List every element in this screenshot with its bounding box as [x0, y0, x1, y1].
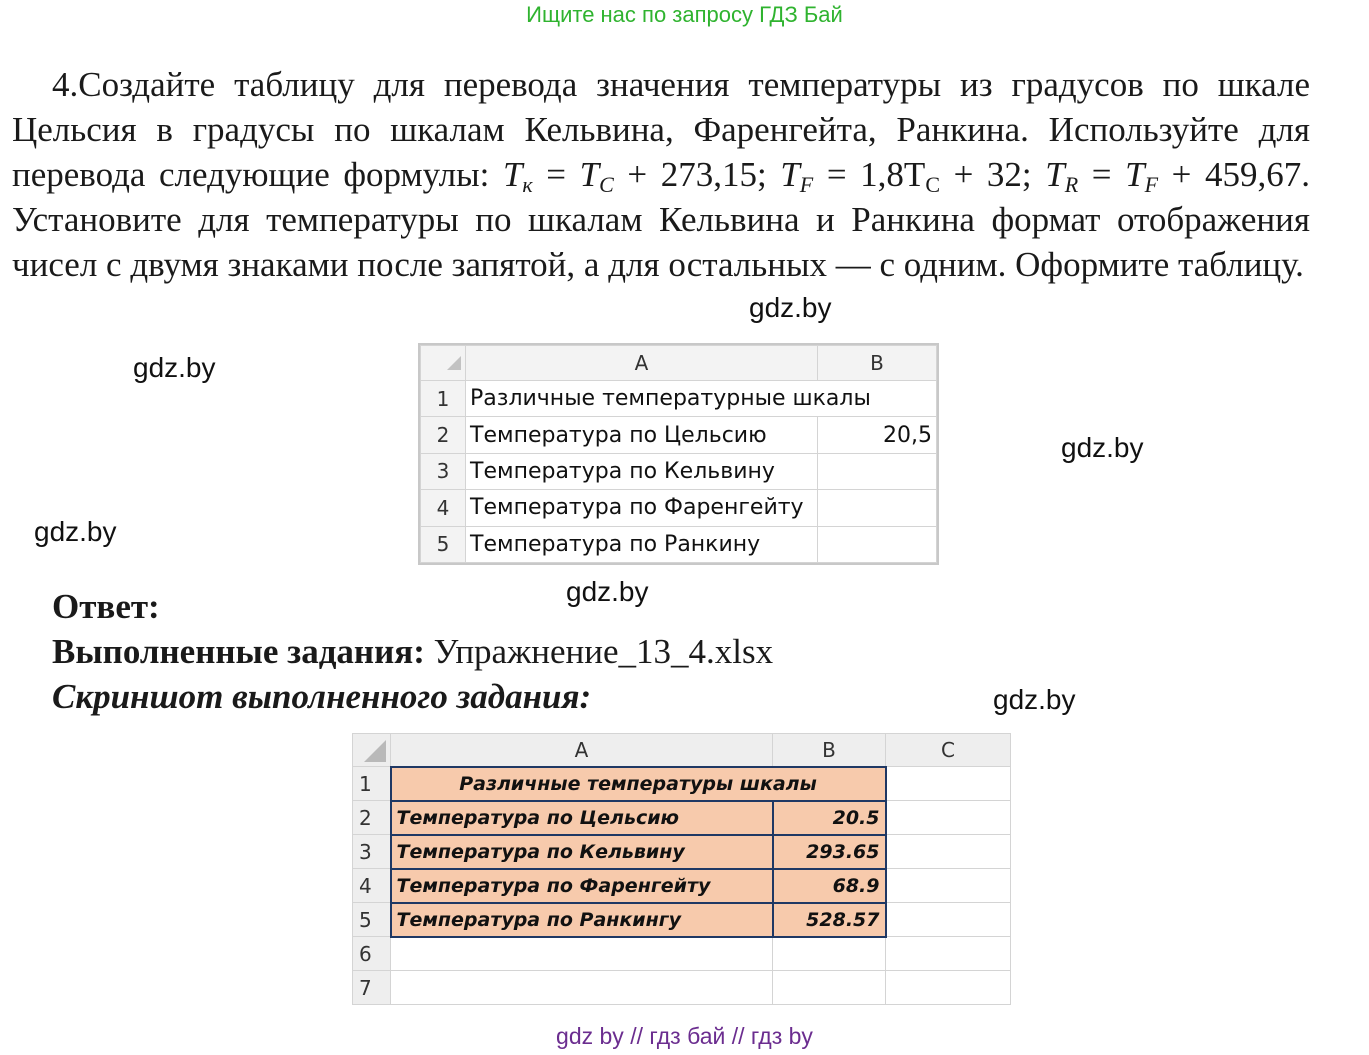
- cell-b4[interactable]: [818, 490, 937, 526]
- watermark: gdz.by: [133, 352, 216, 383]
- table-row: [353, 971, 1011, 1005]
- table-row: [421, 417, 937, 453]
- row-number[interactable]: 6: [353, 937, 391, 971]
- row-number[interactable]: 1: [421, 381, 466, 417]
- footer-links[interactable]: gdz by // гдз бай // гдз by: [556, 1023, 813, 1049]
- table-row: [353, 869, 1011, 903]
- completed-file-name[interactable]: Упражнение_13_4.xlsx: [424, 632, 774, 671]
- select-all-corner[interactable]: [421, 346, 466, 381]
- row-number[interactable]: 5: [421, 526, 466, 562]
- row-number[interactable]: 7: [353, 971, 391, 1005]
- table-row: [421, 526, 937, 562]
- table-row: [421, 453, 937, 489]
- watermark: gdz.by: [1061, 432, 1144, 463]
- cell-a1-title[interactable]: Различные температуры шкалы: [391, 767, 886, 801]
- column-header-row: [421, 346, 937, 381]
- cell-b6[interactable]: [773, 937, 886, 971]
- cell-b5[interactable]: 528.57: [773, 903, 886, 937]
- row-number[interactable]: 5: [353, 903, 391, 937]
- cell-a5[interactable]: Температура по Ранкингу: [391, 903, 773, 937]
- watermark: gdz.by: [34, 516, 117, 547]
- watermark: gdz.by: [993, 684, 1076, 715]
- column-header-row: [353, 734, 1011, 767]
- cell-a2[interactable]: Температура по Цельсию: [466, 417, 818, 453]
- cell-a3[interactable]: Температура по Кельвину: [466, 453, 818, 489]
- cell-a6[interactable]: [391, 937, 773, 971]
- row-number[interactable]: 4: [421, 490, 466, 526]
- cell-c4[interactable]: [886, 869, 1011, 903]
- column-header-a[interactable]: A: [391, 734, 773, 767]
- row-number[interactable]: 1: [353, 767, 391, 801]
- cell-c1[interactable]: [886, 767, 1011, 801]
- column-header-a[interactable]: A: [466, 346, 818, 381]
- cell-a2[interactable]: Температура по Цельсию: [391, 801, 773, 835]
- select-all-corner[interactable]: [353, 734, 391, 767]
- answer-spreadsheet: [352, 733, 1010, 1013]
- cell-a7[interactable]: [391, 971, 773, 1005]
- watermark: gdz.by: [566, 576, 649, 607]
- screenshot-label: Скриншот выполненного задания:: [52, 677, 592, 716]
- cell-c2[interactable]: [886, 801, 1011, 835]
- column-header-b[interactable]: B: [818, 346, 937, 381]
- cell-c5[interactable]: [886, 903, 1011, 937]
- task-text: 4.Создайте таблицу для перевода значения температуры из градусов по шкале Цельсия в градусы по шкалам Кельвина, Фаренгейта, Ранкина. Используйте для перевода следующие формулы: $T_к = T_C + 273,15$; $T_F = 1,8T_C + 32$; $T_R = T_F + 459,67$. Установите для температуры по шкалам Кельвина и Ранкина формат отображения чисел с двумя знаками после запятой, а для остальных — с одним. Оформите таблицу.: [12, 65, 1310, 284]
- cell-b3[interactable]: 293.65: [773, 835, 886, 869]
- column-header-c[interactable]: C: [886, 734, 1011, 767]
- search-hint-link[interactable]: Ищите нас по запросу ГДЗ Бай: [526, 2, 843, 27]
- table-row: [353, 903, 1011, 937]
- cell-b2[interactable]: 20,5: [818, 417, 937, 453]
- answer-label: Ответ:: [52, 587, 160, 626]
- task-spreadsheet: [418, 343, 939, 565]
- cell-b5[interactable]: [818, 526, 937, 562]
- completed-tasks-line: Выполненные задания: Упражнение_13_4.xlsx: [52, 632, 774, 671]
- cell-b3[interactable]: [818, 453, 937, 489]
- cell-c6[interactable]: [886, 937, 1011, 971]
- row-number[interactable]: 3: [353, 835, 391, 869]
- cell-a1[interactable]: Различные температурные шкалы: [466, 381, 937, 417]
- cell-a4[interactable]: Температура по Фаренгейту: [466, 490, 818, 526]
- cell-c3[interactable]: [886, 835, 1011, 869]
- watermark: gdz.by: [749, 292, 832, 323]
- table-row: [353, 937, 1011, 971]
- row-number[interactable]: 3: [421, 453, 466, 489]
- cell-c7[interactable]: [886, 971, 1011, 1005]
- cell-a3[interactable]: Температура по Кельвину: [391, 835, 773, 869]
- cell-b2[interactable]: 20.5: [773, 801, 886, 835]
- table-row: [353, 801, 1011, 835]
- table-row: [353, 835, 1011, 869]
- table-row: [353, 767, 1011, 801]
- cell-b7[interactable]: [773, 971, 886, 1005]
- table-row: [421, 381, 937, 417]
- table-row: [421, 490, 937, 526]
- row-number[interactable]: 4: [353, 869, 391, 903]
- row-number[interactable]: 2: [421, 417, 466, 453]
- cell-a4[interactable]: Температура по Фаренгейту: [391, 869, 773, 903]
- column-header-b[interactable]: B: [773, 734, 886, 767]
- row-number[interactable]: 2: [353, 801, 391, 835]
- cell-a5[interactable]: Температура по Ранкину: [466, 526, 818, 562]
- cell-b4[interactable]: 68.9: [773, 869, 886, 903]
